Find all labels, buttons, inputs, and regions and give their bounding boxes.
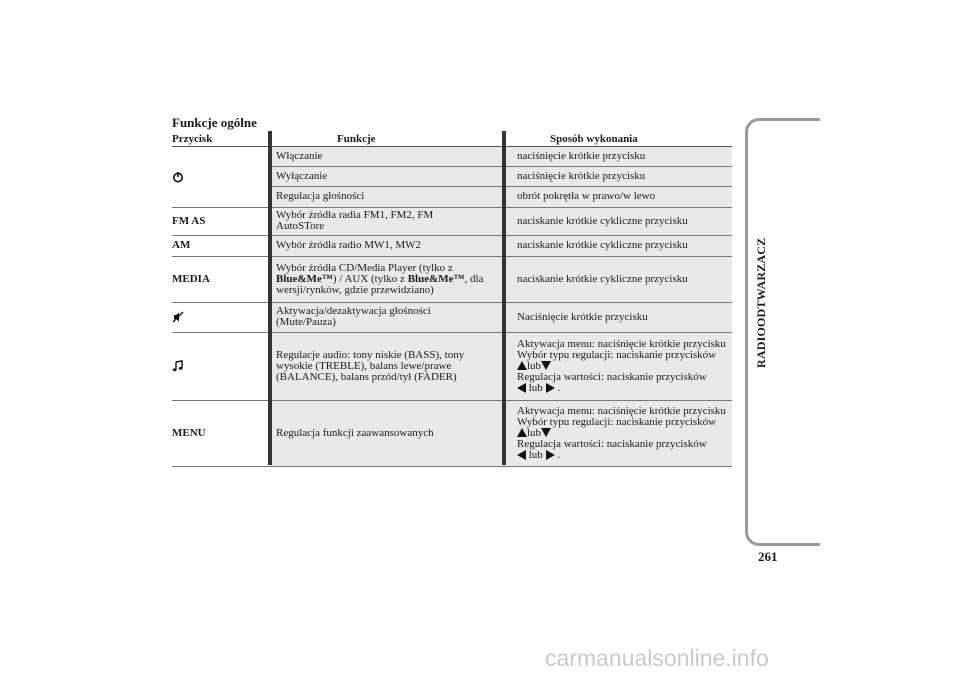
- watermark: carmanualsonline.info: [545, 645, 769, 671]
- key-cell: [172, 147, 270, 207]
- table-row: [172, 207, 732, 235]
- func-line: wersji/rynków, gdzie przewidziano): [276, 283, 434, 296]
- brand-name: Blue&Me™: [407, 272, 465, 285]
- func-cell: [270, 302, 511, 332]
- arrow-up-icon: [517, 428, 527, 437]
- power-icon: [172, 171, 184, 183]
- func-cell: Wybór źródła radio MW1, MW2: [270, 235, 511, 256]
- key-cell: [172, 332, 270, 400]
- method-cell: naciśnięcie krótkie przycisku: [511, 147, 732, 166]
- or-text: lub: [528, 381, 543, 394]
- func-line: AutoSTore: [276, 220, 325, 232]
- or-text: lub: [528, 448, 543, 461]
- method-line: Regulacja wartości: naciskanie przycisków: [517, 437, 707, 450]
- functions-table: [172, 147, 732, 467]
- table-row: [172, 400, 732, 466]
- key-cell: [172, 302, 270, 332]
- key-cell: AM: [172, 235, 270, 256]
- chapter-label: RADIOODTWARZACZ: [754, 237, 768, 368]
- table-row: [172, 302, 732, 332]
- mute-icon: [172, 311, 184, 323]
- arrow-right-icon: [546, 450, 555, 460]
- column-divider: [502, 131, 506, 465]
- method-cell: naciskanie krótkie cykliczne przycisku: [511, 256, 732, 302]
- period-text: .: [557, 448, 561, 461]
- key-cell: MENU: [172, 400, 270, 466]
- func-line: Aktywacja/dezaktywacja głośności: [276, 305, 431, 317]
- header-method: Sposób wykonania: [550, 133, 638, 145]
- column-divider: [268, 131, 272, 465]
- method-cell: [511, 332, 732, 400]
- func-text: ) / AUX (tylko z: [332, 272, 408, 285]
- method-cell: naciśnięcie krótkie przycisku: [511, 166, 732, 186]
- method-cell: naciskanie krótkie cykliczne przycisku: [511, 235, 732, 256]
- table-header: [172, 131, 732, 146]
- func-cell: [270, 207, 511, 235]
- table-row: [172, 332, 732, 400]
- func-cell: Regulacja funkcji zaawansowanych: [270, 400, 511, 466]
- method-line: Aktywacja menu: naciśnięcie krótkie przycisku: [517, 337, 726, 350]
- method-cell: obrót pokrętła w prawo/w lewo: [511, 186, 732, 207]
- page-number: 261: [758, 549, 778, 564]
- arrow-down-icon: [541, 361, 551, 370]
- func-line: (BALANCE), balans przód/tył (FADER): [276, 370, 457, 383]
- method-line: Wybór typu regulacji: naciskanie przycisków: [517, 415, 717, 428]
- key-cell: MEDIA: [172, 256, 270, 302]
- func-cell: Włączanie: [270, 147, 511, 166]
- func-text: , dla: [464, 272, 484, 285]
- or-text: lub: [527, 359, 542, 372]
- table-row: [172, 256, 732, 302]
- arrow-down-icon: [541, 428, 551, 437]
- brand-name: Blue&Me™: [276, 272, 333, 285]
- table-row: [172, 235, 732, 256]
- func-cell: [270, 332, 511, 400]
- method-line: Wybór typu regulacji: naciskanie przycisków: [517, 348, 717, 361]
- section-title: Funkcje ogólne: [172, 115, 257, 130]
- table-row: [172, 147, 732, 166]
- header-func: Funkcje: [337, 133, 376, 145]
- arrow-left-icon: [517, 450, 526, 460]
- arrow-left-icon: [517, 383, 526, 393]
- func-line: (Mute/Pauza): [276, 316, 336, 328]
- header-key: Przycisk: [172, 133, 213, 145]
- key-cell: FM AS: [172, 207, 270, 235]
- method-cell: Naciśnięcie krótkie przycisku: [511, 302, 732, 332]
- func-line: wysokie (TREBLE), balans lewe/prawe: [276, 359, 452, 372]
- arrow-up-icon: [517, 361, 527, 370]
- arrow-right-icon: [546, 383, 555, 393]
- func-cell: Wyłączanie: [270, 166, 511, 186]
- method-cell: naciskanie krótkie cykliczne przycisku: [511, 207, 732, 235]
- func-line: Wybór źródła radia FM1, FM2, FM: [276, 209, 434, 221]
- method-line: Aktywacja menu: naciśnięcie krótkie przycisku: [517, 404, 726, 417]
- or-text: lub: [527, 426, 542, 439]
- func-cell: Regulacja głośności: [270, 186, 511, 207]
- method-cell: [511, 400, 732, 466]
- period-text: .: [557, 381, 561, 394]
- func-line: Regulacje audio: tony niskie (BASS), tony: [276, 348, 465, 361]
- music-note-icon: [172, 360, 184, 372]
- method-line: Regulacja wartości: naciskanie przycisków: [517, 370, 707, 383]
- func-cell: [270, 256, 511, 302]
- func-line: Wybór źródła CD/Media Player (tylko z: [276, 261, 453, 274]
